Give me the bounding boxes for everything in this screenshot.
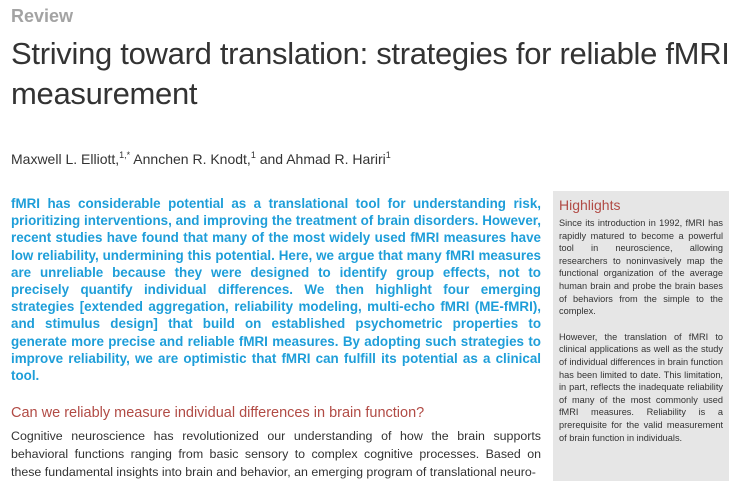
highlight-paragraph: However, the translation of fMRI to clinical applications as well as the study of individual differences in brain function has been limited to date. This limitation, in part, reflects the inadequate reliability of many of the most commonly used fMRI measures. Reliability is a prerequisite for the valid measurement of brain function in individuals.: [559, 331, 723, 443]
body-paragraph: Cognitive neuroscience has revolutionized our understanding of how the brain supports behavioral functions ranging from basic sensory to complex cognitive processes. Based on these fundamental insights into brain and behavior, an emerging program of translational neuro-: [11, 429, 541, 479]
section-label: Review: [11, 6, 74, 26]
abstract: fMRI has considerable potential as a translational tool for understanding risk, prioritizing interventions, and improving the treatment of brain disorders. However, recent studies have found that many of the most widely used fMRI measures have low reliability, undermining this potential. Here, we argue that many fMRI measures are unreliable because they were designed to identify group effects, not to precisely quantify individual differences. We then highlight four emerging strategies [extended aggregation, reliability modeling, multi-echo fMRI (ME-fMRI), and stimulus design] that build on established psychometric properties to generate more precise and reliable fMRI measures. By adopting such strategies to improve reliability, we are optimistic that fMRI can fulfill its potential as a clinical tool.: [11, 196, 541, 384]
author-list: [11, 150, 391, 167]
author-name: Maxwell L. Elliott,: [11, 151, 120, 167]
highlights-box: [553, 191, 729, 481]
article-title: Striving toward translation: strategies for reliable fMRI measurement: [11, 36, 730, 111]
highlight-paragraph: Since its introduction in 1992, fMRI has rapidly matured to become a powerful tool in neuroscience, allowing researchers to noninvasively map the functional organization of the average human brain and probe the brain bases of behaviors from the simple to the complex.: [559, 218, 723, 317]
author-affiliation: 1: [385, 150, 391, 160]
author-name: and Ahmad R. Hariri: [259, 151, 386, 167]
highlights-title: Highlights: [559, 197, 621, 213]
author-affiliation: 1,*: [119, 150, 131, 160]
author-affiliation: 1: [250, 150, 256, 160]
section-heading: Can we reliably measure individual differences in brain function?: [11, 405, 425, 421]
author-name: Annchen R. Knodt,: [133, 151, 251, 167]
